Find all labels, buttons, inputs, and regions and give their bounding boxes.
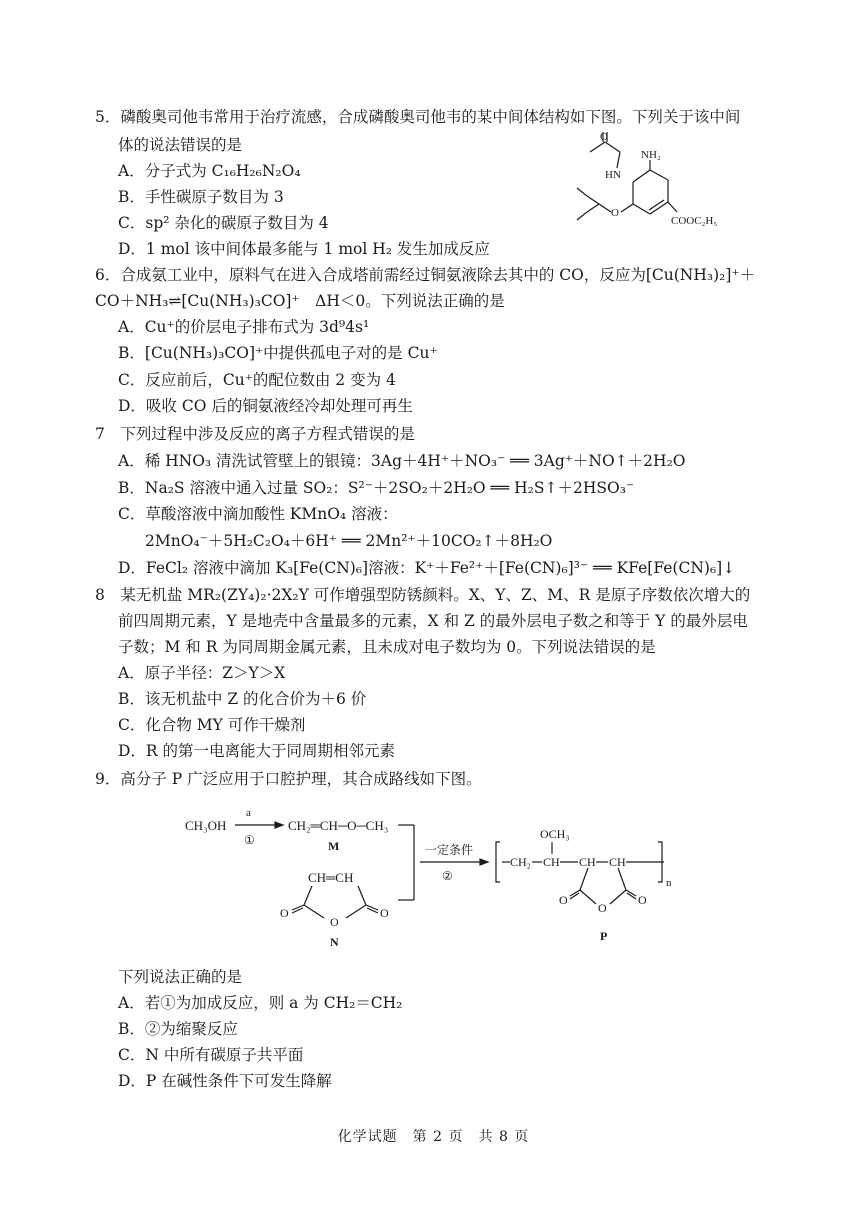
q5-stem-line2: 体的说法错误的是 bbox=[118, 136, 243, 154]
q7-option-d: D．FeCl₂ 溶液中滴加 K₃[Fe(CN)₆]溶液：K⁺＋Fe²⁺＋[Fe(CN)₆]³⁻ ══ KFe[Fe(CN)₆]↓ bbox=[118, 559, 736, 577]
q9-p-o-right: O bbox=[638, 893, 647, 907]
q6-option-b: B．[Cu(NH₃)₃CO]⁺中提供孤电子对的是 Cu⁺ bbox=[118, 344, 438, 362]
q7-option-b: B．Na₂S 溶液中通入过量 SO₂：S²⁻＋2SO₂＋2H₂O ══ H₂S↑＋2HSO₃⁻ bbox=[118, 479, 635, 497]
q9-p-label: P bbox=[600, 929, 608, 943]
q8-option-a: A．原子半径：Z＞Y＞X bbox=[118, 664, 286, 682]
q7-option-a: A．稀 HNO₃ 清洗试管壁上的银镜：3Ag＋4H⁺＋NO₃⁻ ══ 3Ag⁺＋NO↑＋2H₂O bbox=[118, 452, 686, 470]
q6-option-d: D．吸收 CO 后的铜氨液经冷却处理可再生 bbox=[118, 397, 413, 415]
q9-stem: 9．高分子 P 广泛应用于口腔护理，其合成路线如下图。 bbox=[95, 770, 482, 788]
q6-option-c: C．反应前后，Cu⁺的配位数由 2 变为 4 bbox=[118, 371, 396, 389]
q8-option-d: D．R 的第一电离能大于同周期相邻元素 bbox=[118, 742, 396, 760]
q5-option-c: C．sp² 杂化的碳原子数目为 4 bbox=[118, 214, 329, 232]
q5-struct-o2: O bbox=[611, 207, 619, 219]
page-footer: 化学试题 第 2 页 共 8 页 bbox=[337, 1129, 530, 1145]
q7-stem: 7 下列过程中涉及反应的离子方程式错误的是 bbox=[95, 425, 415, 443]
q9-n-top: CH═CH bbox=[308, 870, 354, 885]
q9-step1: ① bbox=[244, 833, 255, 847]
q9-p-o-ring: O bbox=[598, 901, 607, 915]
q5-struct-hn: HN bbox=[605, 169, 621, 181]
q6-option-a: A．Cu⁺的价层电子排布式为 3d⁹4s¹ bbox=[118, 318, 370, 336]
q8-option-b: B．该无机盐中 Z 的化合价为＋6 价 bbox=[118, 690, 367, 708]
q9-option-b: B．②为缩聚反应 bbox=[118, 1020, 238, 1038]
q9-p-n-subscript: n bbox=[666, 877, 672, 889]
q9-condition: 一定条件 bbox=[425, 843, 474, 857]
q9-n-o-ring: O bbox=[330, 915, 339, 929]
q9-p-o-left: O bbox=[559, 893, 568, 907]
q7-option-c-line2: 2MnO₄⁻＋5H₂C₂O₄＋6H⁺ ══ 2Mn²⁺＋10CO₂↑＋8H₂O bbox=[145, 532, 553, 550]
q9-n-label: N bbox=[330, 935, 339, 949]
q9-m-formula: CH₂═CH─O─CH₃ bbox=[288, 818, 389, 833]
q8-stem-line2: 前四周期元素，Y 是地壳中含量最多的元素，X 和 Z 的最外层电子数之和等于 Y 的最外层电 bbox=[118, 612, 748, 630]
q9-p-ch2: CH₂ bbox=[510, 855, 531, 869]
q9-n-o-right: O bbox=[380, 906, 389, 920]
q9-option-a: A．若①为加成反应，则 a 为 CH₂＝CH₂ bbox=[118, 994, 403, 1012]
q5-option-a: A．分子式为 C₁₆H₂₆N₂O₄ bbox=[118, 162, 301, 180]
q9-methanol: CH₃OH bbox=[185, 818, 227, 833]
q5-option-b: B．手性碳原子数目为 3 bbox=[118, 188, 284, 206]
q6-stem-line2: CO＋NH₃⇌[Cu(NH₃)₃CO]⁺ ΔH＜0。下列说法正确的是 bbox=[95, 292, 505, 310]
q8-stem-line1: 8 某无机盐 MR₂(ZY₄)₂·2X₂Y 可作增强型防锈颜料。X、Y、Z、M、R 是原子序数依次增大的 bbox=[95, 586, 751, 604]
q9-option-c: C．N 中所有碳原子共平面 bbox=[118, 1046, 304, 1064]
q9-p-och3: OCH₃ bbox=[540, 827, 570, 841]
q9-sub-stem: 下列说法正确的是 bbox=[118, 968, 243, 986]
q5-struct-nh2: NH₂ bbox=[641, 149, 661, 161]
q5-stem-line1: 5．磷酸奥司他韦常用于治疗流感，合成磷酸奥司他韦的某中间体结构如下图。下列关于该中间 bbox=[95, 108, 741, 126]
q5-struct-ester: COOC₂H₅ bbox=[671, 215, 718, 227]
q5-struct-o: O bbox=[600, 131, 608, 143]
q9-n-o-left: O bbox=[280, 906, 289, 920]
q9-synthesis-scheme bbox=[180, 800, 720, 955]
q9-step2: ② bbox=[442, 869, 453, 883]
q9-p-ch-2: CH bbox=[579, 855, 596, 869]
q9-option-d: D．P 在碱性条件下可发生降解 bbox=[118, 1072, 332, 1090]
q9-m-label: M bbox=[328, 839, 340, 853]
q9-reagent-a: a bbox=[246, 807, 251, 819]
q7-option-c-line1: C．草酸溶液中滴加酸性 KMnO₄ 溶液： bbox=[118, 505, 398, 523]
q9-p-ch-3: CH bbox=[609, 855, 626, 869]
q8-stem-line3: 子数；M 和 R 为同周期金属元素，且未成对电子数均为 0。下列说法错误的是 bbox=[118, 638, 656, 656]
q9-p-ch-1: CH bbox=[543, 855, 560, 869]
q6-stem-line1: 6．合成氨工业中，原料气在进入合成塔前需经过铜氨液除去其中的 CO，反应为[Cu(NH₃)₂]⁺＋ bbox=[95, 266, 756, 284]
q5-structure-diagram bbox=[555, 130, 755, 240]
q5-option-d: D．1 mol 该中间体最多能与 1 mol H₂ 发生加成反应 bbox=[118, 240, 490, 258]
q8-option-c: C．化合物 MY 可作干燥剂 bbox=[118, 716, 306, 734]
